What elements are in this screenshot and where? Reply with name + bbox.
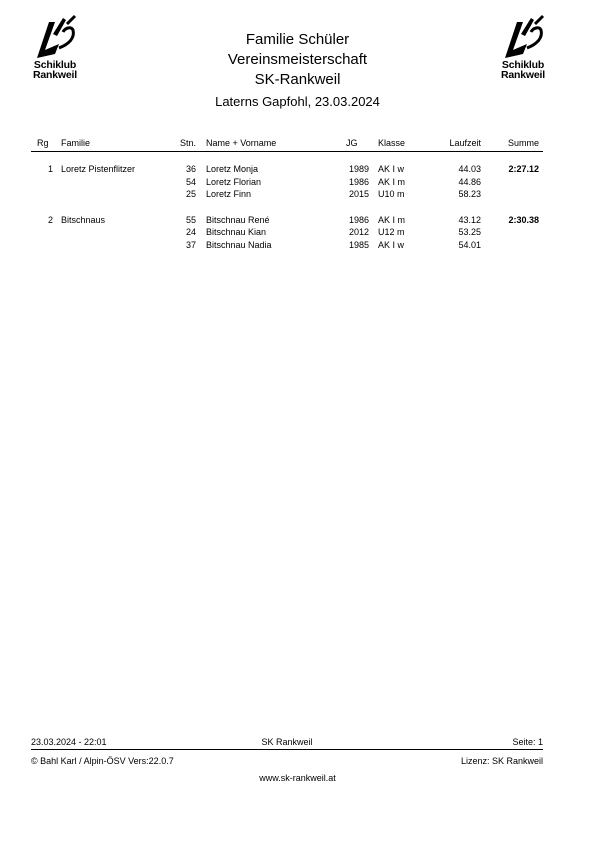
event-subtitle: Laterns Gapfohl, 23.03.2024 <box>215 94 380 109</box>
table-row <box>31 215 543 228</box>
time-value: 43.12 <box>458 214 481 225</box>
title-line-2: Vereinsmeisterschaft <box>227 51 368 68</box>
total-value: 2:30.38 <box>508 214 539 225</box>
time-value: 44.03 <box>458 164 481 174</box>
footer-club: SK Rankweil <box>261 737 313 747</box>
rank-value: 2 <box>47 214 53 225</box>
col-class: Klasse <box>378 138 406 148</box>
time-value: 54.01 <box>458 239 481 250</box>
col-name: Name + Vorname <box>206 138 277 148</box>
result-group <box>31 164 543 202</box>
class-value: U10 m <box>378 189 405 199</box>
table-row <box>31 240 543 253</box>
class-value: AK I w <box>378 164 405 174</box>
logo-text-line2: Rankweil <box>501 69 545 81</box>
bib-value: 37 <box>185 239 196 250</box>
total-value: 2:27.12 <box>508 164 539 174</box>
table-row <box>31 164 543 177</box>
member-name: Bitschnau Kian <box>206 227 267 237</box>
class-value: AK I m <box>378 214 406 225</box>
col-total: Summe <box>507 138 539 148</box>
col-time: Laufzeit <box>449 138 481 148</box>
results-table <box>31 138 543 252</box>
year-value: 2015 <box>348 189 369 199</box>
page-number: Seite: 1 <box>512 737 543 747</box>
member-name: Loretz Florian <box>206 176 262 187</box>
member-name: Loretz Finn <box>206 189 252 199</box>
col-rank: Rg <box>37 138 49 148</box>
family-name: Bitschnaus <box>61 214 106 225</box>
logo-text-line1: Schiklub <box>501 59 545 71</box>
year-value: 1989 <box>348 164 369 174</box>
table-header <box>31 138 543 152</box>
bib-value: 24 <box>185 227 196 237</box>
time-value: 53.25 <box>458 227 481 237</box>
member-name: Bitschnau René <box>206 214 270 225</box>
footer-bar <box>31 737 543 750</box>
bib-value: 25 <box>185 189 196 199</box>
footer-info <box>31 756 543 768</box>
title-line-3: SK-Rankweil <box>254 71 341 88</box>
website-link[interactable]: www.sk-rankweil.at <box>259 773 336 783</box>
logo-text-line2: Rankweil <box>33 69 77 81</box>
title-line-1: Familie Schüler <box>245 31 350 48</box>
bib-value: 54 <box>185 176 196 187</box>
class-value: U12 m <box>378 227 405 237</box>
result-group <box>31 215 543 253</box>
class-value: AK I m <box>378 176 406 187</box>
print-datetime: 23.03.2024 - 22:01 <box>31 737 107 747</box>
member-name: Bitschnau Nadia <box>206 239 272 250</box>
member-name: Loretz Monja <box>206 164 259 174</box>
time-value: 58.23 <box>458 189 481 199</box>
col-family: Familie <box>61 138 91 148</box>
class-value: AK I w <box>378 239 405 250</box>
table-row <box>31 227 543 240</box>
time-value: 44.86 <box>458 176 481 187</box>
table-row <box>31 177 543 190</box>
year-value: 1985 <box>348 239 369 250</box>
year-value: 1986 <box>348 176 369 187</box>
col-bib: Stn. <box>179 138 196 148</box>
logo-text-line1: Schiklub <box>33 59 77 71</box>
family-name: Loretz Pistenflitzer <box>61 164 136 174</box>
year-value: 2012 <box>348 227 369 237</box>
software-credit: © Bahl Karl / Alpin-ÖSV Vers:22.0.7 <box>31 756 174 766</box>
table-row <box>31 189 543 202</box>
year-value: 1986 <box>348 214 369 225</box>
bib-value: 36 <box>185 164 196 174</box>
license-text: Lizenz: SK Rankweil <box>460 756 543 766</box>
rank-value: 1 <box>47 164 53 174</box>
bib-value: 55 <box>185 214 196 225</box>
col-year: JG <box>346 138 358 148</box>
page-title <box>0 30 595 111</box>
